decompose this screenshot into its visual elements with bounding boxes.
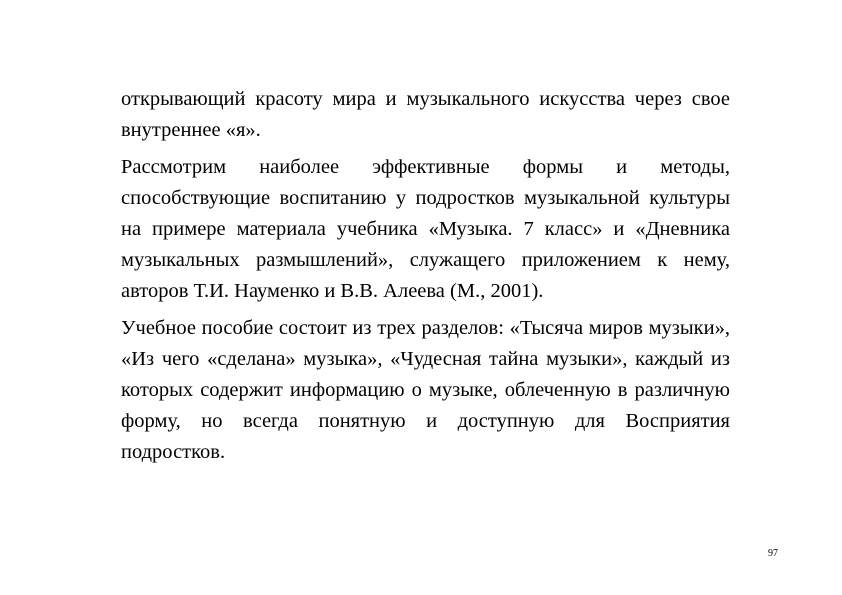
page-number: 97: [768, 548, 778, 559]
paragraph-3: Учебное пособие состоит из трех разделов: «Тысяча миров музыки», «Из чего «сделана» музыка», «Чудесная тайна музыки», каждый из которых содержит информацию о музыке, облеченную в различную форму, но всегда понятную и доступную для Восприятия подростков.: [121, 317, 730, 463]
body-text: [121, 84, 730, 474]
paragraph-2: Рассмотрим наиболее эффективные формы и методы, способствующие воспитанию у подростков музыкальной культуры на примере материала учебника «Музыка. 7 класс» и «Дневника музыкальных размышлений», служащего приложением к нему, авторов Т.И. Науменко и В.В. Алеева (М., 2001).: [121, 156, 730, 302]
paragraph-1: открывающий красоту мира и музыкального искусства через свое внутреннее «я».: [121, 88, 730, 141]
